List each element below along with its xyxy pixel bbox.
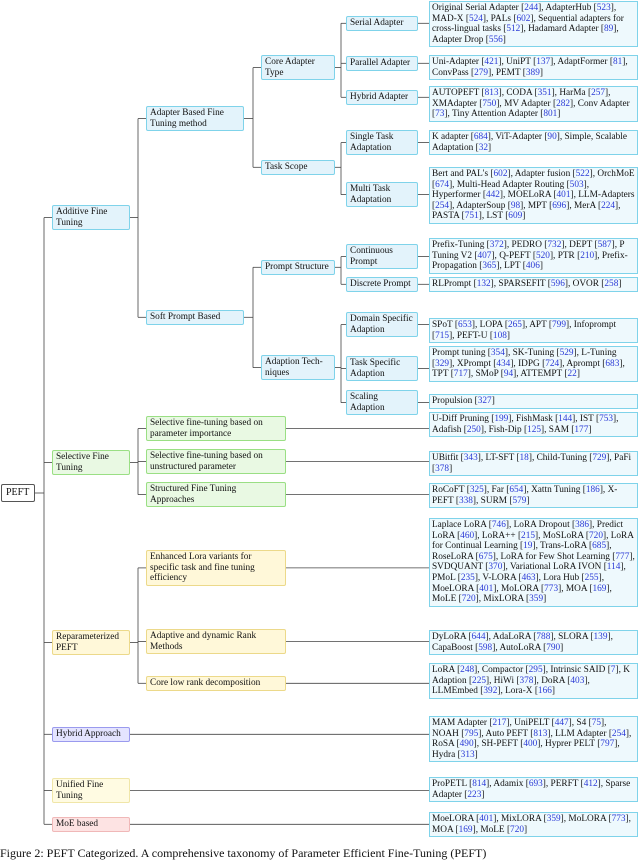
node-enhanced-lora: Enhanced Lora variants for specific task and fine tuning efficiency xyxy=(146,550,286,586)
leaf-hybrid-adapter: AUTOPEFT [813], CODA [351], HarMa [257], XMAdapter [750], MV Adapter [282], Conv Adapter [73], Tiny Attention Adapter [801] xyxy=(429,86,638,122)
leaf-unified-fine-tuning: ProPETL [814], Adamix [693], PERFT [412], Sparse Adapter [223] xyxy=(429,777,638,802)
node-adaptive-rank: Adaptive and dynamic Rank Methods xyxy=(146,629,286,654)
node-single-task: Single Task Adaptation xyxy=(346,130,418,155)
figure-caption: Figure 2: PEFT Categorized. A comprehensive taxonomy of Parameter Efficient Fine-Tuning (PEFT) xyxy=(0,846,487,860)
node-adapter-based: Adapter Based Fine Tuning method xyxy=(146,106,244,131)
leaf-parallel-adapter: Uni-Adapter [421], UniPT [137], AdaptFormer [81], ConvPass [279], PEMT [389] xyxy=(429,55,638,80)
leaf-continuous-prompt: Prefix-Tuning [372], PEDRO [732], DEPT [587], P Tuning V2 [407], Q-PEFT [520], PTR [210], Prefix-Propagation [365], LPT [406] xyxy=(429,238,638,274)
leaf-enhanced-lora: Laplace LoRA [746], LoRA Dropout [386], Predict LoRA [460], LoRA++ [215], MoSLoRA [720], LoRA for Continual Learning [19], Trans-LoRA [685], RoseLoRA [675], LoRA for Few Shot Learning [777], SVDQUANT [370], Variational LoRA IVON [114], PMoL [235], V-LORA [463], Lora Hub [255], MoeLORA [401], MoLORA [773], MOA [169], MoLE [720], MixLORA [359] xyxy=(429,518,638,607)
leaf-discrete-prompt: RLPrompt [132], SPARSEFIT [596], OVOR [258] xyxy=(429,277,638,292)
node-serial-adapter: Serial Adapter xyxy=(346,16,418,31)
leaf-moe-based: MoeLORA [401], MixLORA [359], MoLORA [773], MOA [169], MoLE [720] xyxy=(429,812,638,837)
node-parallel-adapter: Parallel Adapter xyxy=(346,56,418,71)
node-discrete-prompt: Discrete Prompt xyxy=(346,277,418,292)
leaf-single-task: K adapter [684], ViT-Adapter [90], Simple, Scalable Adaptation [32] xyxy=(429,130,638,155)
category-additive-fine-tuning: Additive Fine Tuning xyxy=(52,205,130,230)
leaf-multi-task: Bert and PAL's [602], Adapter fusion [522], OrchMoE [674], Multi-Head Adapter Routing [503], Hyperformer [442], MOELoRA [401], LLM-Adapters [254], AdapterSoup [98], MPT [696], MerA [224], PASTA [751], LST [609] xyxy=(429,167,638,224)
node-core-adapter-type: Core Adapter Type xyxy=(261,55,335,80)
node-domain-specific: Domain Specific Adaption xyxy=(346,312,418,337)
node-soft-prompt: Soft Prompt Based xyxy=(146,310,244,325)
root-node-peft: PEFT xyxy=(1,484,35,502)
node-hybrid-adapter: Hybrid Adapter xyxy=(346,90,418,105)
leaf-serial-adapter: Original Serial Adapter [244], AdapterHub [523], MAD-X [524], PALs [602], Sequential adapters for cross-lingual tasks [512], Hadamard Adapter [89], Adapter Drop [556] xyxy=(429,1,638,47)
node-core-low-rank: Core low rank decomposition xyxy=(146,676,286,691)
node-selective-importance: Selective fine-tuning based on parameter importance xyxy=(146,416,286,441)
node-structured-approaches: Structured Fine Tuning Approaches xyxy=(146,482,286,507)
leaf-adaptive-rank: DyLoRA [644], AdaLoRA [788], SLORA [139], CapaBoost [598], AutoLoRA [790] xyxy=(429,630,638,655)
leaf-hybrid-approach: MAM Adapter [217], UniPELT [447], S4 [75], NOAH [795], Auto PEFT [813], LLM Adapter [254], RoSA [490], SH-PEFT [400], Hyprer PELT [797], Hydra [313] xyxy=(429,716,638,762)
category-hybrid-approach: Hybrid Approach xyxy=(52,727,130,742)
leaf-scaling-adaption: Propulsion [327] xyxy=(429,394,638,409)
category-selective-fine-tuning: Selective Fine Tuning xyxy=(52,450,130,475)
leaf-task-specific: Prompt tuning [354], SK-Tuning [529], L-Tuning [329], XPrompt [434], IDPG [724], Aprompt [683], TPT [717], SMoP [94], ATTEMPT [22] xyxy=(429,346,638,382)
category-unified-fine-tuning: Unified Fine Tuning xyxy=(52,778,130,803)
node-continuous-prompt: Continuous Prompt xyxy=(346,244,418,269)
node-prompt-structure: Prompt Structure xyxy=(261,260,335,275)
category-reparameterized-peft: Reparameterized PEFT xyxy=(52,630,130,655)
leaf-structured-approaches: RoCoFT [325], Far [654], Xattn Tuning [186], X-PEFT [338], SURM [579] xyxy=(429,483,638,508)
node-task-scope: Task Scope xyxy=(261,160,335,175)
leaf-selective-unstructured: UBitfit [343], LT-SFT [18], Child-Tuning [729], PaFi [378] xyxy=(429,451,638,476)
node-task-specific: Task Specific Adaption xyxy=(346,356,418,381)
leaf-selective-importance: U-Diff Pruning [199], FishMask [144], IST [753], Adafish [250], Fish-Dip [125], SAM [177] xyxy=(429,412,638,437)
node-adaption-techniques: Adaption Tech- niques xyxy=(261,355,335,380)
node-selective-unstructured: Selective fine-tuning based on unstructured parameter xyxy=(146,449,286,474)
node-multi-task: Multi Task Adaptation xyxy=(346,182,418,207)
leaf-core-low-rank: LoRA [248], Compactor [295], Intrinsic SAID [7], K Adaption [225], HiWi [378], DoRA [403], LLMEmbed [392], Lora-X [166] xyxy=(429,663,638,699)
leaf-domain-specific: SPoT [653], LOPA [265], APT [799], Infoprompt [715], PEFT-U [108] xyxy=(429,318,638,343)
category-moe-based: MoE based xyxy=(52,817,130,832)
node-scaling-adaption: Scaling Adaption xyxy=(346,390,418,415)
